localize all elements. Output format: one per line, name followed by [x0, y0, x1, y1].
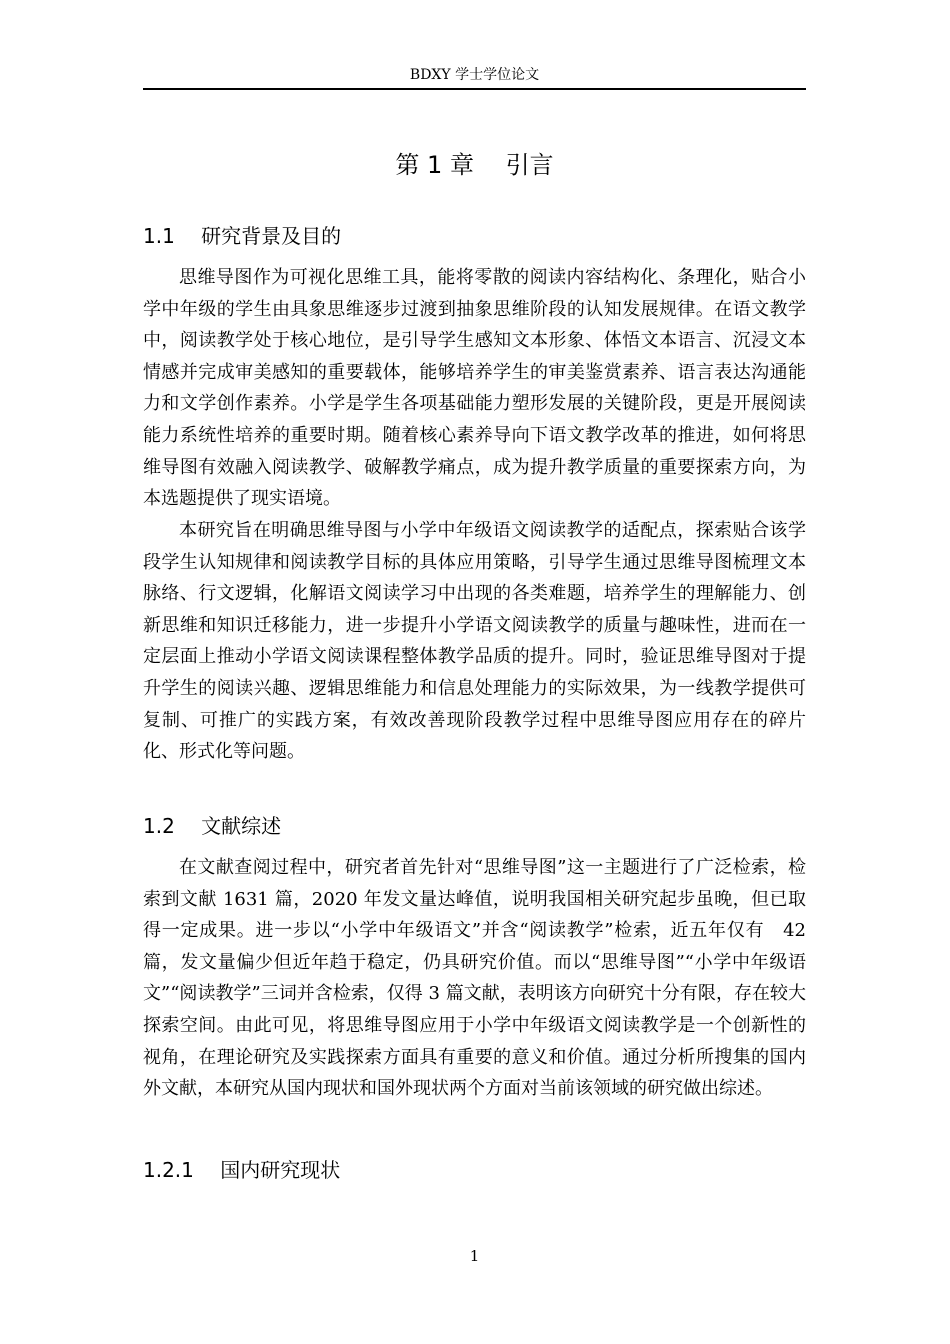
section-heading-1-2-1: 1.2.1 国内研究现状: [143, 1158, 341, 1182]
section-heading-1-1: 1.1 研究背景及目的: [143, 224, 342, 248]
paragraph-purpose: 本研究旨在明确思维导图与小学中年级语文阅读教学的适配点，探索贴合该学段学生认知规律和阅读教学目标的具体应用策略，引导学生通过思维导图梳理文本脉络、行文逻辑，化解语文阅读学习中出现的各类难题，培养学生的理解能力、创新思维和知识迁移能力，进一步提升小学语文阅读教学的质量与趣味性，进而在一定层面上推动小学语文阅读课程整体教学品质的提升。同时，验证思维导图对于提升学生的阅读兴趣、逻辑思维能力和信息处理能力的实际效果，为一线教学提供可复制、可推广的实践方案，有效改善现阶段教学过程中思维导图应用存在的碎片化、形式化等问题。: [143, 520, 806, 763]
section-heading-1-2: 1.2 文献综述: [143, 814, 282, 838]
chapter-title: 第 1 章 引言: [395, 151, 554, 179]
page-number: 1: [469, 1247, 480, 1265]
running-header: BDXY 学士学位论文: [409, 67, 540, 83]
paragraph-background: 思维导图作为可视化思维工具，能将零散的阅读内容结构化、条理化，贴合小学中年级的学生由具象思维逐步过渡到抽象思维阶段的认知发展规律。在语文教学中，阅读教学处于核心地位，是引导学生感知文本形象、体悟文本语言、沉浸文本情感并完成审美感知的重要载体，能够培养学生的审美鉴赏素养、语言表达沟通能力和文学创作素养。小学是学生各项基础能力塑形发展的关键阶段，更是开展阅读能力系统性培养的重要时期。随着核心素养导向下语文教学改革的推进，如何将思维导图有效融入阅读教学、破解教学痛点，成为提升教学质量的重要探索方向，为本选题提供了现实语境。: [143, 267, 806, 510]
header-divider: [143, 88, 806, 90]
paragraph-literature-review: 在文献查阅过程中，研究者首先针对“思维导图”这一主题进行了广泛检索，检索到文献 1631 篇，2020 年发文量达峰值，说明我国相关研究起步虽晚，但已取得一定成果。进一步以“小学中年级语文”并含“阅读教学”检索，近五年仅有 42 篇，发文量偏少但近年趋于稳定，仍具研究价值。而以“思维导图”“小学中年级语文”“阅读教学”三词并含检索，仅得 3 篇文献，表明该方向研究十分有限，存在较大探索空间。由此可见，将思维导图应用于小学中年级语文阅读教学是一个创新性的视角，在理论研究及实践探索方面具有重要的意义和价值。通过分析所搜集的国内外文献，本研究从国内现状和国外现状两个方面对当前该领域的研究做出综述。: [143, 857, 806, 1100]
